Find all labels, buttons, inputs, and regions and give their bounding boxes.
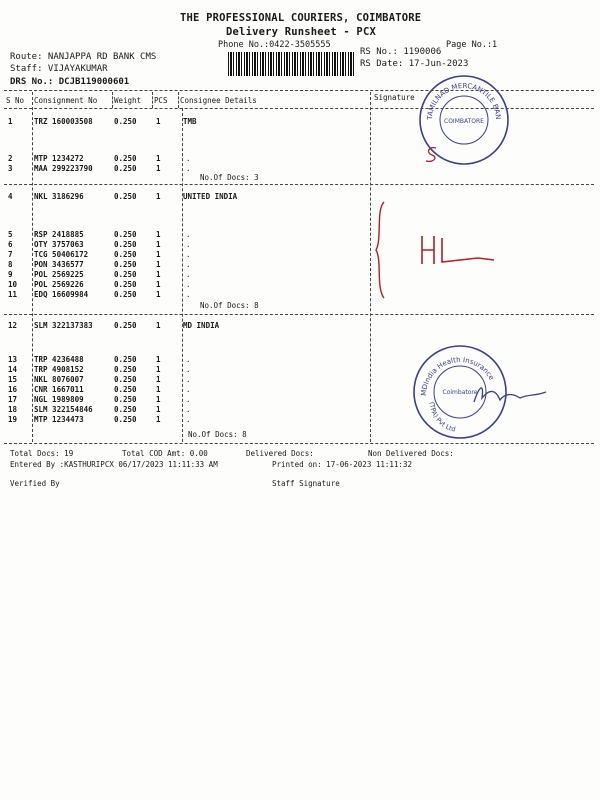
docs-count: No.Of Docs: 3 xyxy=(200,173,259,182)
row-sno: 7 xyxy=(8,250,13,259)
route-label: Route: NANJAPPA RD BANK CMS xyxy=(10,52,157,62)
table-row xyxy=(0,230,370,240)
row-consignment: POL 2569225 xyxy=(34,270,84,279)
row-sno: 12 xyxy=(8,321,18,330)
row-consignment: TCG 50406172 xyxy=(34,250,89,259)
row-sno: 6 xyxy=(8,240,13,249)
drs-number: DRS No.: DCJB119000601 xyxy=(10,77,130,87)
barcode xyxy=(228,52,354,76)
row-pcs: 1 xyxy=(156,395,161,404)
docs-count: No.Of Docs: 8 xyxy=(200,301,259,310)
handwritten-initials xyxy=(418,230,498,270)
row-weight: 0.250 xyxy=(114,395,137,404)
table-row xyxy=(0,192,370,202)
row-consignment: SLM 322137383 xyxy=(34,321,93,330)
col-sno: S No xyxy=(6,96,25,105)
col-consignee: Consignee Details xyxy=(180,96,257,105)
row-dot: . xyxy=(186,395,191,404)
table-row xyxy=(0,415,370,425)
md-seal-center: Coimbatore xyxy=(442,389,478,396)
row-pcs: 1 xyxy=(156,250,161,259)
row-sno: 9 xyxy=(8,270,13,279)
row-sno: 18 xyxy=(8,405,18,414)
table-row xyxy=(0,355,370,365)
row-pcs: 1 xyxy=(156,290,161,299)
col-separator xyxy=(370,92,371,442)
row-consignment: TRP 4236488 xyxy=(34,355,84,364)
group-rule xyxy=(4,443,594,444)
row-weight: 0.250 xyxy=(114,164,137,173)
col-consignment: Consignment No xyxy=(34,96,98,105)
row-pcs: 1 xyxy=(156,355,161,364)
row-pcs: 1 xyxy=(156,365,161,374)
md-seal-bottom: (TPA) Pvt Ltd xyxy=(427,401,457,434)
row-dot: . xyxy=(186,355,191,364)
row-sno: 4 xyxy=(8,192,13,201)
row-sno: 17 xyxy=(8,395,18,404)
row-weight: 0.250 xyxy=(114,321,137,330)
table-row xyxy=(0,290,370,300)
row-consignment: PON 3436577 xyxy=(34,260,84,269)
handwritten-signature xyxy=(470,380,550,410)
row-consignment: TRP 4908152 xyxy=(34,365,84,374)
row-pcs: 1 xyxy=(156,230,161,239)
row-weight: 0.250 xyxy=(114,260,137,269)
rs-number: RS No.: 1190006 xyxy=(360,47,442,57)
row-consignment: NGL 1989809 xyxy=(34,395,84,404)
table-row xyxy=(0,280,370,290)
total-cod: Total COD Amt: 0.00 xyxy=(122,449,208,458)
total-docs: Total Docs: 19 xyxy=(10,449,74,458)
row-sno: 16 xyxy=(8,385,18,394)
col-separator xyxy=(152,92,153,108)
row-pcs: 1 xyxy=(156,385,161,394)
table-row xyxy=(0,240,370,250)
row-weight: 0.250 xyxy=(114,385,137,394)
consignee-name: UNITED INDIA xyxy=(183,192,238,201)
row-pcs: 1 xyxy=(156,117,161,126)
bank-seal-text: TAMILNAD MERCANTILE BANK LTD. xyxy=(415,68,503,121)
col-signature: Signature xyxy=(374,93,415,102)
row-consignment: RSP 2418885 xyxy=(34,230,84,239)
row-weight: 0.250 xyxy=(114,280,137,289)
row-dot: . xyxy=(186,240,191,249)
row-pcs: 1 xyxy=(156,280,161,289)
table-row xyxy=(0,117,370,127)
row-dot: . xyxy=(186,280,191,289)
table-row xyxy=(0,395,370,405)
row-consignment: OTY 3757063 xyxy=(34,240,84,249)
docs-count: No.Of Docs: 8 xyxy=(188,430,247,439)
table-row xyxy=(0,405,370,415)
row-dot: . xyxy=(186,154,191,163)
row-dot: . xyxy=(186,415,191,424)
row-weight: 0.250 xyxy=(114,230,137,239)
row-dot: . xyxy=(186,270,191,279)
col-weight: Weight xyxy=(114,96,142,105)
row-pcs: 1 xyxy=(156,260,161,269)
row-weight: 0.250 xyxy=(114,365,137,374)
row-dot: . xyxy=(186,230,191,239)
non-delivered-docs: Non Delivered Docs: xyxy=(368,449,454,458)
group-rule xyxy=(4,184,594,185)
row-sno: 11 xyxy=(8,290,18,299)
row-weight: 0.250 xyxy=(114,415,137,424)
row-dot: . xyxy=(186,385,191,394)
table-row xyxy=(0,260,370,270)
row-sno: 10 xyxy=(8,280,18,289)
row-consignment: CNR 1667011 xyxy=(34,385,84,394)
row-consignment: MTP 1234272 xyxy=(34,154,84,163)
table-row xyxy=(0,270,370,280)
consignee-name: MD INDIA xyxy=(183,321,220,330)
row-weight: 0.250 xyxy=(114,270,137,279)
consignee-name: TMB xyxy=(183,117,197,126)
row-weight: 0.250 xyxy=(114,405,137,414)
company-name: THE PROFESSIONAL COURIERS, COIMBATORE xyxy=(180,12,422,24)
row-pcs: 1 xyxy=(156,405,161,414)
row-weight: 0.250 xyxy=(114,250,137,259)
row-pcs: 1 xyxy=(156,415,161,424)
row-consignment: MTP 1234473 xyxy=(34,415,84,424)
document-title: Delivery Runsheet - PCX xyxy=(226,26,376,38)
row-consignment: SLM 322154846 xyxy=(34,405,93,414)
row-weight: 0.250 xyxy=(114,290,137,299)
row-sno: 13 xyxy=(8,355,18,364)
row-weight: 0.250 xyxy=(114,192,137,201)
table-row xyxy=(0,164,370,174)
entered-by: Entered By :KASTHURIPCX 06/17/2023 11:11:33 AM xyxy=(10,460,218,469)
staff-label: Staff: VIJAYAKUMAR xyxy=(10,64,108,74)
row-pcs: 1 xyxy=(156,240,161,249)
row-weight: 0.250 xyxy=(114,355,137,364)
table-row xyxy=(0,385,370,395)
row-consignment: NKL 8076007 xyxy=(34,375,84,384)
row-sno: 2 xyxy=(8,154,13,163)
row-pcs: 1 xyxy=(156,192,161,201)
row-pcs: 1 xyxy=(156,154,161,163)
verified-by: Verified By xyxy=(10,479,60,488)
row-sno: 1 xyxy=(8,117,13,126)
row-dot: . xyxy=(186,260,191,269)
bank-seal-center: COIMBATORE xyxy=(444,118,484,125)
row-pcs: 1 xyxy=(156,164,161,173)
handwritten-s-mark xyxy=(422,145,442,165)
table-row xyxy=(0,375,370,385)
row-consignment: TRZ 160003508 xyxy=(34,117,93,126)
printed-on: Printed on: 17-06-2023 11:11:32 xyxy=(272,460,412,469)
col-separator xyxy=(178,92,179,108)
row-dot: . xyxy=(186,164,191,173)
md-seal-text: MDIndia Health Insurance xyxy=(419,355,496,397)
row-sno: 5 xyxy=(8,230,13,239)
row-consignment: EDQ 16609984 xyxy=(34,290,89,299)
col-pcs: PCS xyxy=(154,96,168,105)
row-weight: 0.250 xyxy=(114,154,137,163)
col-separator xyxy=(112,92,113,108)
row-dot: . xyxy=(186,290,191,299)
row-sno: 14 xyxy=(8,365,18,374)
row-sno: 8 xyxy=(8,260,13,269)
row-consignment: POL 2569226 xyxy=(34,280,84,289)
table-row xyxy=(0,154,370,164)
row-sno: 19 xyxy=(8,415,18,424)
row-pcs: 1 xyxy=(156,321,161,330)
row-dot: . xyxy=(186,375,191,384)
group-rule xyxy=(4,314,594,315)
brace-mark xyxy=(372,200,392,300)
row-consignment: NKL 3186296 xyxy=(34,192,84,201)
table-row xyxy=(0,321,370,331)
delivered-docs: Delivered Docs: xyxy=(246,449,314,458)
row-sno: 3 xyxy=(8,164,13,173)
row-sno: 15 xyxy=(8,375,18,384)
row-weight: 0.250 xyxy=(114,117,137,126)
row-dot: . xyxy=(186,365,191,374)
row-weight: 0.250 xyxy=(114,240,137,249)
table-row xyxy=(0,365,370,375)
phone-number: Phone No.:0422-3505555 xyxy=(218,40,331,50)
row-consignment: MAA 299223790 xyxy=(34,164,93,173)
row-dot: . xyxy=(186,250,191,259)
table-row xyxy=(0,250,370,260)
row-pcs: 1 xyxy=(156,375,161,384)
page-number: Page No.:1 xyxy=(446,40,498,50)
row-weight: 0.250 xyxy=(114,375,137,384)
staff-signature: Staff Signature xyxy=(272,479,340,488)
row-dot: . xyxy=(186,405,191,414)
rs-date: RS Date: 17-Jun-2023 xyxy=(360,59,469,69)
row-pcs: 1 xyxy=(156,270,161,279)
